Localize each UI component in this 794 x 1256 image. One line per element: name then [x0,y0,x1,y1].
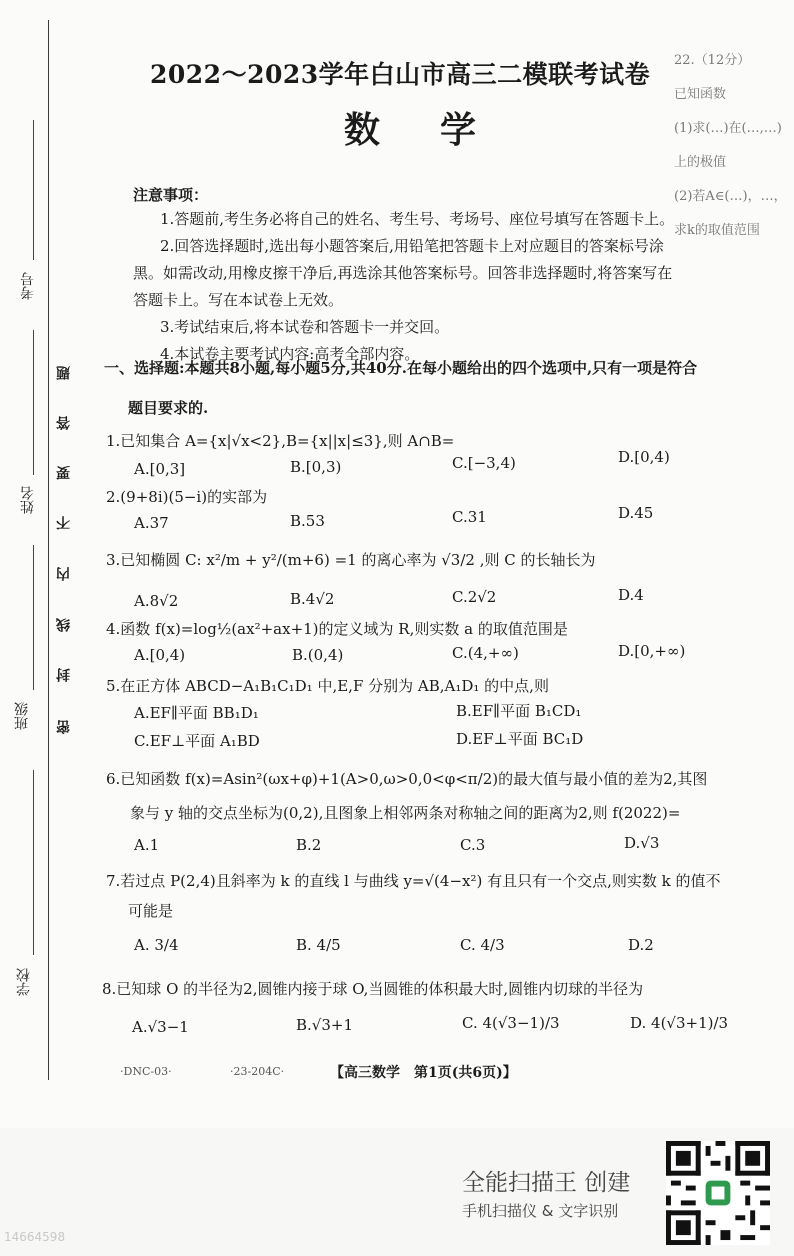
question-stem: 5.在正方体 ABCD−A₁B₁C₁D₁ 中,E,F 分别为 AB,A₁D₁ 的中点,则 [106,677,549,695]
print-code: ·DNC-03· [120,1065,172,1078]
option: B.2 [296,836,322,854]
option: C.(4,+∞) [452,644,519,662]
page-footer: 【高三数学 第1页(共6页)】 [330,1065,517,1081]
question-stem: 1.已知集合 A={x|√x<2},B={x||x|≤3},则 A∩B= [106,432,455,450]
option: D.2 [628,936,654,954]
binding-line [48,20,49,1080]
seal-char: 密 [56,720,72,734]
name-label: 姓名 [20,486,36,514]
question-stem: 2.(9+8i)(5−i)的实部为 [106,488,268,506]
subject-title: 数学 [344,109,537,151]
option: C.2√2 [452,588,497,606]
exam-no-label: 考号 [20,272,36,300]
question-stem: 7.若过点 P(2,4)且斜率为 k 的直线 l 与曲线 y=√(4−x²) 有且只有一个交点,则实数 k 的值不 [106,872,721,890]
option: D.EF⊥平面 BC₁D [456,730,584,748]
corner-line: (1)求(…)在(…,…)上的极值 [674,121,782,170]
option: D. 4(√3+1)/3 [630,1014,729,1032]
option: C.[−3,4) [452,454,516,472]
option: B.EF∥平面 B₁CD₁ [456,702,582,720]
name-underline [33,330,34,475]
option: A.EF∥平面 BB₁D₁ [134,704,259,722]
option: B.53 [290,512,325,530]
option: D.[0,4) [618,448,670,466]
corner-line: 已知函数 [674,87,727,102]
print-code: ·23-204C· [230,1065,285,1078]
scan-watermark: 14664598 [4,1230,66,1244]
option: B.4√2 [290,590,335,608]
seal-char: 封 [56,668,72,682]
option: C. 4/3 [460,936,505,954]
scanner-subtitle: 手机扫描仪 & 文字识别 [462,1202,619,1220]
section-heading: 一、选择题:本题共8小题,每小题5分,共40分.在每小题给出的四个选项中,只有一项是符合 [104,359,698,377]
option: D.45 [618,504,654,522]
section-heading-cont: 题目要求的. [128,399,209,417]
option: C. 4(√3−1)/3 [462,1014,560,1032]
seal-char: 不 [56,516,72,530]
notice-item: 3.考试结束后,将本试卷和答题卡一并交回。 [160,318,450,336]
question-stem: 6.已知函数 f(x)=Asin²(ωx+φ)+1(A>0,ω>0,0<φ<π/2)的最大值与最小值的差为2,其图 [106,770,708,788]
option: A.√3−1 [132,1018,189,1036]
class-underline [33,545,34,690]
seal-char: 内 [56,567,72,581]
option: A. 3/4 [134,936,179,954]
seal-char: 线 [56,618,72,632]
notice-item: 1.答题前,考生务必将自己的姓名、考生号、考场号、座位号填写在答题卡上。 [160,210,675,228]
notice-item: 2.回答选择题时,选出每小题答案后,用铅笔把答题卡上对应题目的答案标号涂 [160,237,664,255]
corner-bleed-text [674,44,794,248]
question-stem-cont: 可能是 [128,902,174,920]
corner-line: 22.（12分） [674,53,751,68]
school-label: 学校 [16,968,32,996]
option: D.4 [618,586,644,604]
option: B.√3+1 [296,1016,354,1034]
option: A.[0,4) [134,646,186,664]
option: A.1 [134,836,160,854]
exam-title: 2022～2023学年白山市高三二模联考试卷 [150,60,651,89]
question-stem-cont: 象与 y 轴的交点坐标为(0,2),且图象上相邻两条对称轴之间的距离为2,则 f(2022)= [130,804,681,822]
corner-line: (2)若A∈(…)，…，求k的取值范围 [674,189,787,238]
option: B. 4/5 [296,936,341,954]
option: B.[0,3) [290,458,342,476]
seal-char: 答 [56,416,72,430]
option: C.EF⊥平面 A₁BD [134,732,260,750]
qr-code-icon [666,1141,770,1245]
notice-item: 4.本试卷主要考试内容:高考全部内容。 [160,345,420,363]
option: D.√3 [624,834,660,852]
option: A.8√2 [134,592,179,610]
scanner-brand: 全能扫描王 创建 [462,1170,631,1196]
option: B.(0,4) [292,646,344,664]
notice-item: 答题卡上。写在本试卷上无效。 [133,291,344,309]
question-stem: 8.已知球 O 的半径为2,圆锥内接于球 O,当圆锥的体积最大时,圆锥内切球的半径为 [102,980,644,998]
school-underline [33,770,34,955]
question-stem: 4.函数 f(x)=log½(ax²+ax+1)的定义域为 R,则实数 a 的取值范围是 [106,620,568,638]
option: D.[0,+∞) [618,642,686,660]
notice-item: 黑。如需改动,用橡皮擦干净后,再选涂其他答案标号。回答非选择题时,将答案写在 [133,264,673,282]
seal-char: 要 [56,466,72,480]
option: A.37 [134,514,169,532]
exam-no-underline [33,120,34,260]
option: A.[0,3] [134,460,186,478]
option: C.31 [452,508,487,526]
class-label: 班级 [14,702,30,730]
notice-heading: 注意事项： [133,186,209,204]
option: C.3 [460,836,486,854]
seal-char: 题 [56,366,72,380]
question-stem: 3.已知椭圆 C: x²/m + y²/(m+6) =1 的离心率为 √3/2 ,则 C 的长轴长为 [106,551,596,569]
